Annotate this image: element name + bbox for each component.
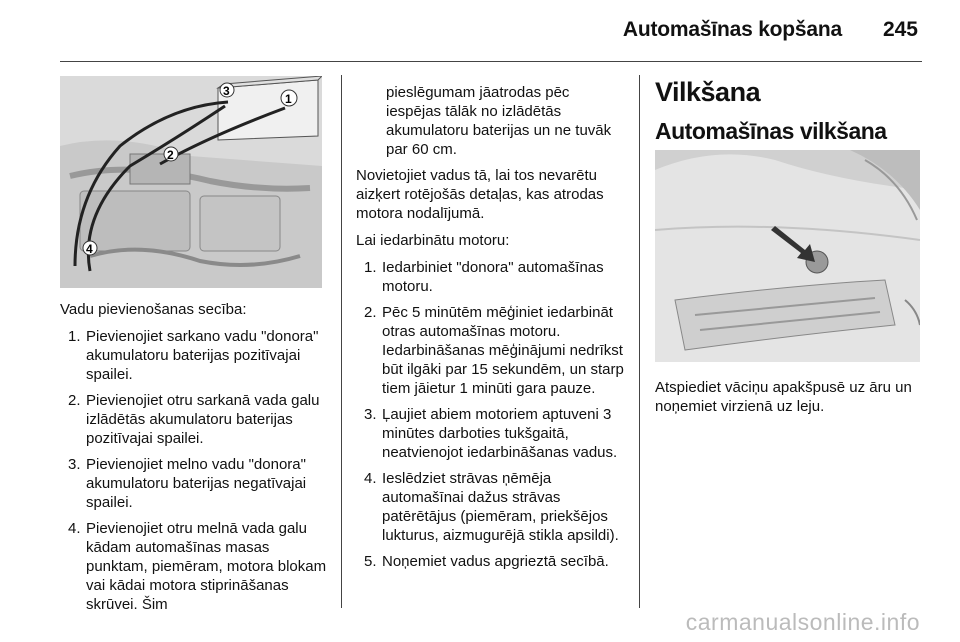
engine-start-steps <box>356 258 626 571</box>
header-divider <box>60 61 922 62</box>
intro-text: Vadu pievienošanas secība: <box>60 301 247 318</box>
list-item: 2. Pievienojiet otru sarkanā vada galu izlādētās akumulatoru baterijas pozitīvajai spailei. <box>68 392 320 447</box>
page-header-title: Automašīnas kopšana <box>622 18 842 41</box>
list-item: 4. Ieslēdziet strāvas ņēmēja automašīnai dažus strāvas patērētājus (piemēram, priekšējos lukturus, aizmugurējā stikla apsildi). <box>364 470 619 544</box>
list-item: 3. Ļaujiet abiem motoriem aptuveni 3 minūtes darboties tukšgaitā, neatvienojot iedarbināšanas vadus. <box>364 406 618 461</box>
column-3 <box>655 378 922 424</box>
list-item: 2. Pēc 5 minūtēm mēģiniet iedarbināt otras automašīnas motoru. Iedarbināšanas mēģinājumi nedrīkst būt ilgāki par 15 sekundēm, un starp tiem jāietur 1 minūti gara pauze. <box>364 304 624 397</box>
subsection-heading: Automašīnas vilkšana <box>655 118 887 144</box>
callout-label-1: 1 <box>285 92 292 106</box>
jump-start-illustration <box>60 76 322 288</box>
towing-eye-text: Atspiediet vāciņu apakšpusē uz āru un noņemiet virzienā uz leju. <box>655 379 912 415</box>
list-item: 4. Pievienojiet otru melnā vada galu kādam automašīnas masas punktam, piemēram, motora blokam vai kādai motora stiprināšanas skrūvei. Šim <box>68 520 327 613</box>
column-2 <box>356 83 626 578</box>
column-divider-1 <box>341 75 342 608</box>
callout-label-3: 3 <box>223 84 230 98</box>
cable-routing-text: Novietojiet vadus tā, lai tos nevarētu aizķert rotējošās detaļas, kas atrodas motora nodalījumā. <box>356 167 604 222</box>
page-number: 245 <box>882 18 918 41</box>
list-item: 1. Iedarbiniet "donora" automašīnas motoru. <box>364 259 604 295</box>
list-item: 3. Pievienojiet melno vadu "donora" akumulatoru baterijas negatīvajai spailei. <box>68 456 307 511</box>
column-divider-2 <box>639 75 640 608</box>
section-heading: Vilkšana <box>655 77 761 107</box>
towing-eye-cover-illustration <box>655 150 920 362</box>
callout-label-2: 2 <box>167 148 174 162</box>
column-1 <box>60 300 328 621</box>
list-item: 5. Noņemiet vadus apgrieztā secībā. <box>364 553 609 570</box>
cable-connection-steps <box>60 327 328 614</box>
callout-label-4: 4 <box>86 242 93 256</box>
watermark: carmanualsonline.info <box>685 609 920 635</box>
start-engine-intro: Lai iedarbinātu motoru: <box>356 232 510 249</box>
continuation-text: pieslēgumam jāatrodas pēc iespējas tālāk no izlādētās akumulatoru baterijas un ne tuvāk par 60 cm. <box>386 84 612 158</box>
list-item: 1. Pievienojiet sarkano vadu "donora" akumulatoru baterijas pozitīvajai spailei. <box>68 328 319 383</box>
page-header <box>60 14 922 48</box>
